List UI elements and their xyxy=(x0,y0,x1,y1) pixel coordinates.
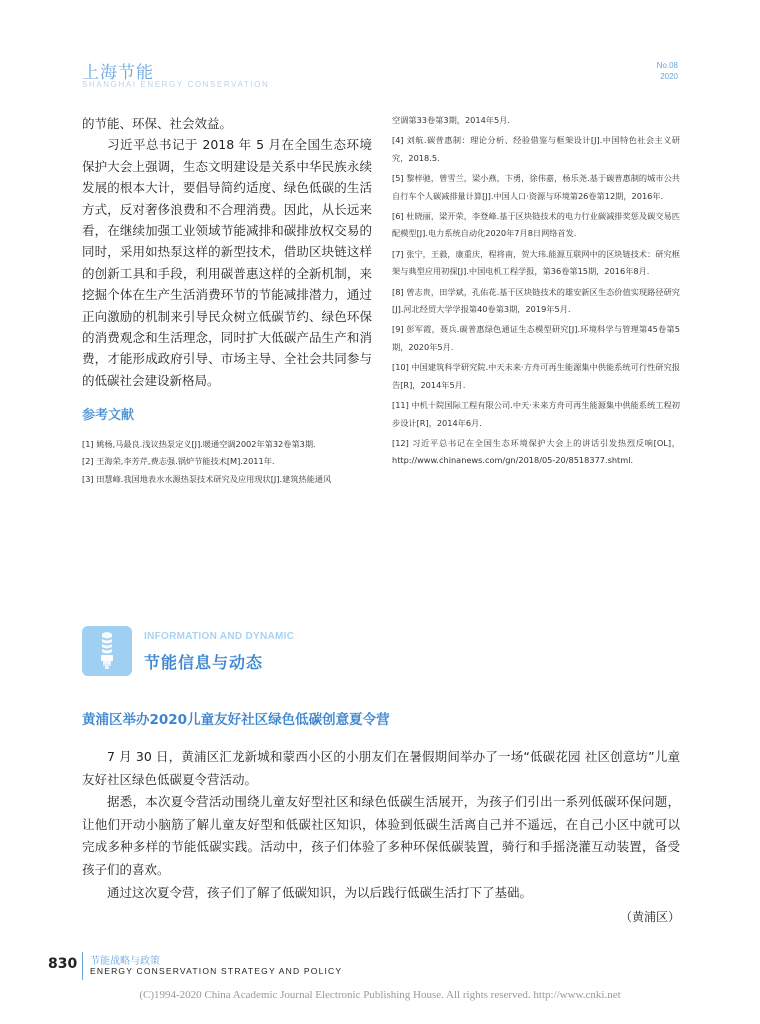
footer-divider xyxy=(82,952,83,980)
body-paragraph: 的节能、环保、社会效益。 xyxy=(82,116,233,131)
journal-subtitle: SHANGHAI ENERGY CONSERVATION xyxy=(82,80,270,89)
issue-info xyxy=(657,60,678,82)
page-number: 830 xyxy=(48,956,78,972)
reference-item: [3] 田慧峰.我国地表水水源热泵技术研究及应用现状[J].建筑热能通风 xyxy=(82,473,332,484)
references-list-left xyxy=(82,436,374,488)
article-paragraph: 7 月 30 日，黄浦区汇龙新城和蒙西小区的小朋友们在暑假期间举办了一场“低碳花园 社区创意坊”儿童友好社区绿色低碳夏令营活动。 xyxy=(82,749,680,787)
section-label-zh: 节能信息与动态 xyxy=(144,653,264,672)
article-signature: （黄浦区） xyxy=(619,910,680,924)
issue-number: No.08 xyxy=(656,61,678,70)
reference-item: [2] 王海荣,李芳芹,费志强.锅炉节能技术[M].2011年. xyxy=(82,456,275,467)
references-heading: 参考文献 xyxy=(82,408,135,423)
issue-year: 2020 xyxy=(660,72,678,81)
reference-item: [5] 黎梓驰，曾雪兰，梁小燕，卞勇，徐伟嘉，杨乐尧.基于碳普惠制的城市公共自行车个人碳减排量计算[J].中国人口·资源与环境第26卷第12期，2016年. xyxy=(392,173,680,201)
body-paragraph: 习近平总书记于 2018 年 5 月在全国生态环境保护大会上强调，生态文明建设是关系中华民族永续发展的根本大计，要倡导简约适度、绿色低碳的生活方式，反对奢侈浪费和不合理消费。因此，从长远来看，在继续加强工业领域节能减排和碳排放权交易的同时，采用如热泵这样的新型技术，借助区块链这样的创新工具和手段，利用碳普惠这样的全新机制，来挖掘个体在生产生活消费环节的节能减排潜力，通过正向激励的机制来引导民众树立低碳节约、绿色环保的消费观念和生活理念，同时扩大低碳产品生产和消费，才能形成政府引导、市场主导、全社会共同参与的低碳社会建设新格局。 xyxy=(82,137,372,388)
reference-item: [9] 彭军霞，聂兵.碳普惠绿色通证生态模型研究[J].环境科学与管理第45卷第5期，2020年5月. xyxy=(392,324,680,352)
reference-item: [11] 中机十院国际工程有限公司.中天·未来方舟可再生能源集中供能系统工程初步设计[R]，2014年6月. xyxy=(392,400,680,428)
footer-section-en: ENERGY CONSERVATION STRATEGY AND POLICY xyxy=(90,966,343,976)
reference-item: [6] 杜晓丽，梁开荣，李登峰.基于区块链技术的电力行业碳减排奖惩及碳交易匹配模型[J].电力系统自动化2020年7月8日网络首发. xyxy=(392,211,680,239)
article-paragraph: 通过这次夏令营，孩子们了解了低碳知识，为以后践行低碳生活打下了基础。 xyxy=(107,884,533,900)
article-body xyxy=(82,746,680,904)
footer-section-zh: 节能战略与政策 xyxy=(90,956,160,967)
references-list-right xyxy=(392,112,680,473)
reference-item: [12] 习近平总书记在全国生态环境保护大会上的讲话引发热烈反响[OL]，http://www.chinanews.com/gn/2018/05-20/8518377.shtml. xyxy=(392,437,680,466)
reference-item: [4] 刘航.碳普惠制：理论分析、经验借鉴与框架设计[J].中国特色社会主义研究，2018.5. xyxy=(392,135,680,163)
reference-item: [10] 中国建筑科学研究院.中天未来·方舟可再生能源集中供能系统可行性研究报告[R]，2014年5月. xyxy=(392,362,680,390)
body-text-column xyxy=(82,113,372,391)
reference-item: [1] 姚杨,马最良.浅议热泵定义[J].暖通空调2002年第32卷第3期. xyxy=(82,439,316,449)
copyright-notice: (C)1994-2020 China Academic Journal Electronic Publishing House. All rights reserved. http://www.cnki.net xyxy=(139,989,621,1001)
reference-item: 空调第33卷第3期，2014年5月. xyxy=(392,115,510,125)
reference-item: [8] 曾志贵，田学斌，孔佑花.基于区块链技术的雄安新区生态价值实现路径研究[J].河北经贸大学学报第40卷第3期，2019年5月. xyxy=(392,286,680,315)
article-paragraph: 据悉，本次夏令营活动围绕儿童友好型社区和绿色低碳生活展开，为孩子们引出一系列低碳环保问题，让他们开动小脑筋了解儿童友好型和低碳社区知识，体验到低碳生活离自己并不遥远，在自己小区中就可以完成多种多样的节能低碳实践。活动中，孩子们体验了多种环保低碳装置，骑行和手摇浇灌互动装置，备受孩子们的喜欢。 xyxy=(82,794,680,877)
journal-title: 上海节能 xyxy=(82,63,154,83)
section-label-en: INFORMATION AND DYNAMIC xyxy=(144,631,295,642)
energy-saving-bulb-icon xyxy=(82,626,132,676)
article-title: 黄浦区举办2020儿童友好社区绿色低碳创意夏令营 xyxy=(82,712,390,728)
reference-item: [7] 张宁，王毅，康重庆，程将南，贺大玮.能源互联网中的区块链技术：研究框架与典型应用初探[J].中国电机工程学报，第36卷第15期，2016年8月. xyxy=(392,248,680,277)
